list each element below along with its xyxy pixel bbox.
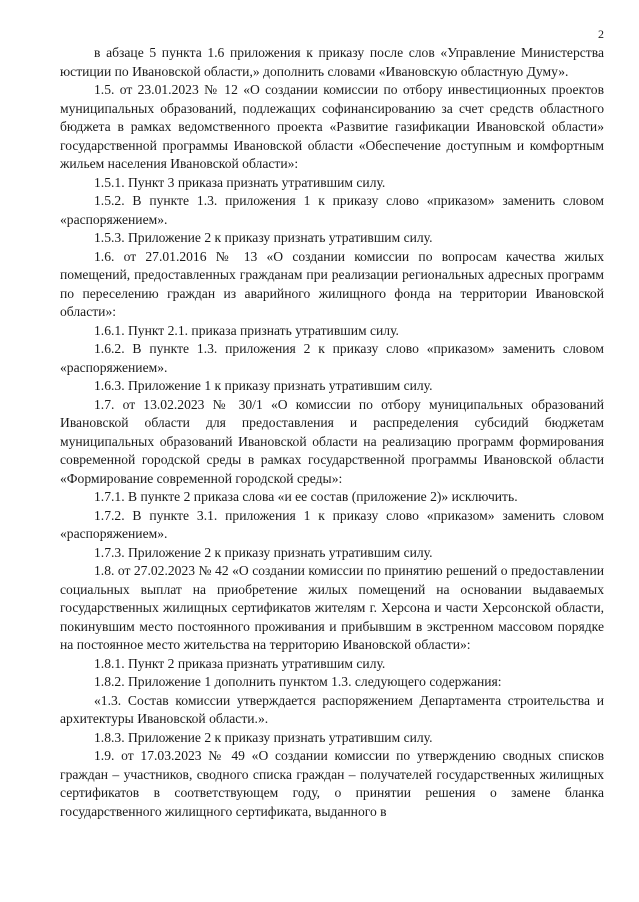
paragraph: 1.6.1. Пункт 2.1. приказа признать утратившим силу.	[94, 322, 399, 338]
paragraph: 1.6.2. В пункте 1.3. приложения 2 к приказу слово «приказом» заменить словом «распоряжением».	[60, 341, 604, 375]
paragraph: в абзаце 5 пункта 1.6 приложения к приказу после слов «Управление Министерства юстиции по Ивановской области,» дополнить словами «Ивановскую областную Думу».	[60, 45, 604, 79]
paragraph: 1.6.3. Приложение 1 к приказу признать утратившим силу.	[94, 378, 433, 393]
paragraph: 1.5.2. В пункте 1.3. приложения 1 к приказу слово «приказом» заменить словом «распоряжением».	[60, 193, 604, 227]
paragraph: 1.8. от 27.02.2023 № 42 «О создании комиссии по принятию решений о предоставлении социальных выплат на приобретение жилых помещений на основании выдаваемых государственных жилищных сертификатов жителям г. Херсона и части Херсонской области, покинувшим место постоянного проживания и прибывшим в экстренном массовом порядке на постоянное место жительства на территорию Ивановской области»:	[60, 563, 604, 652]
paragraph: 1.7.1. В пункте 2 приказа слова «и ее состав (приложение 2)» исключить.	[94, 489, 518, 504]
paragraph: 1.5. от 23.01.2023 № 12 «О создании комиссии по отбору инвестиционных проектов муниципальных образований, подлежащих софинансированию за счет средств областного бюджета в рамках ведомственного проекта «Развитие газификации Ивановской области» государственной программы Ивановской области «Обеспечение доступным и комфортным жильем населения Ивановской области»:	[60, 82, 604, 171]
paragraph: 1.6. от 27.01.2016 № 13 «О создании комиссии по вопросам качества жилых помещений, предоставленных гражданам при реализации региональных адресных программ по переселению граждан из аварийного жилищного фонда на территории Ивановской области»:	[60, 248, 604, 319]
paragraph: «1.3. Состав комиссии утверждается распоряжением Департамента строительства и архитектуры Ивановской области.».	[60, 692, 604, 726]
document-body	[60, 44, 604, 821]
paragraph: 1.7.3. Приложение 2 к приказу признать утратившим силу.	[94, 544, 433, 560]
paragraph: 1.7. от 13.02.2023 № 30/1 «О комиссии по отбору муниципальных образований Ивановской области для предоставления и распределения субсидий бюджетам муниципальных образований Ивановской области на реализацию программ формирования современной городской среды в рамках государственной программы Ивановской области «Формирование современной городской среды»:	[60, 396, 604, 486]
paragraph: 1.8.2. Приложение 1 дополнить пунктом 1.3. следующего содержания:	[94, 674, 502, 689]
paragraph: 1.7.2. В пункте 3.1. приложения 1 к приказу слово «приказом» заменить словом «распоряжением».	[60, 507, 604, 541]
paragraph: 1.9. от 17.03.2023 № 49 «О создании комиссии по утверждению сводных списков граждан – участников, сводного списка граждан – получателей государственных жилищных сертификатов в соответствующем году, о принятии решения о замене бланка государственного жилищного сертификата, выданного в	[60, 748, 604, 819]
page-number: 2	[598, 27, 604, 41]
paragraph: 1.8.3. Приложение 2 к приказу признать утратившим силу.	[94, 729, 433, 745]
paragraph: 1.5.1. Пункт 3 приказа признать утратившим силу.	[94, 174, 386, 190]
paragraph: 1.8.1. Пункт 2 приказа признать утратившим силу.	[94, 655, 386, 671]
paragraph: 1.5.3. Приложение 2 к приказу признать утратившим силу.	[94, 230, 433, 245]
